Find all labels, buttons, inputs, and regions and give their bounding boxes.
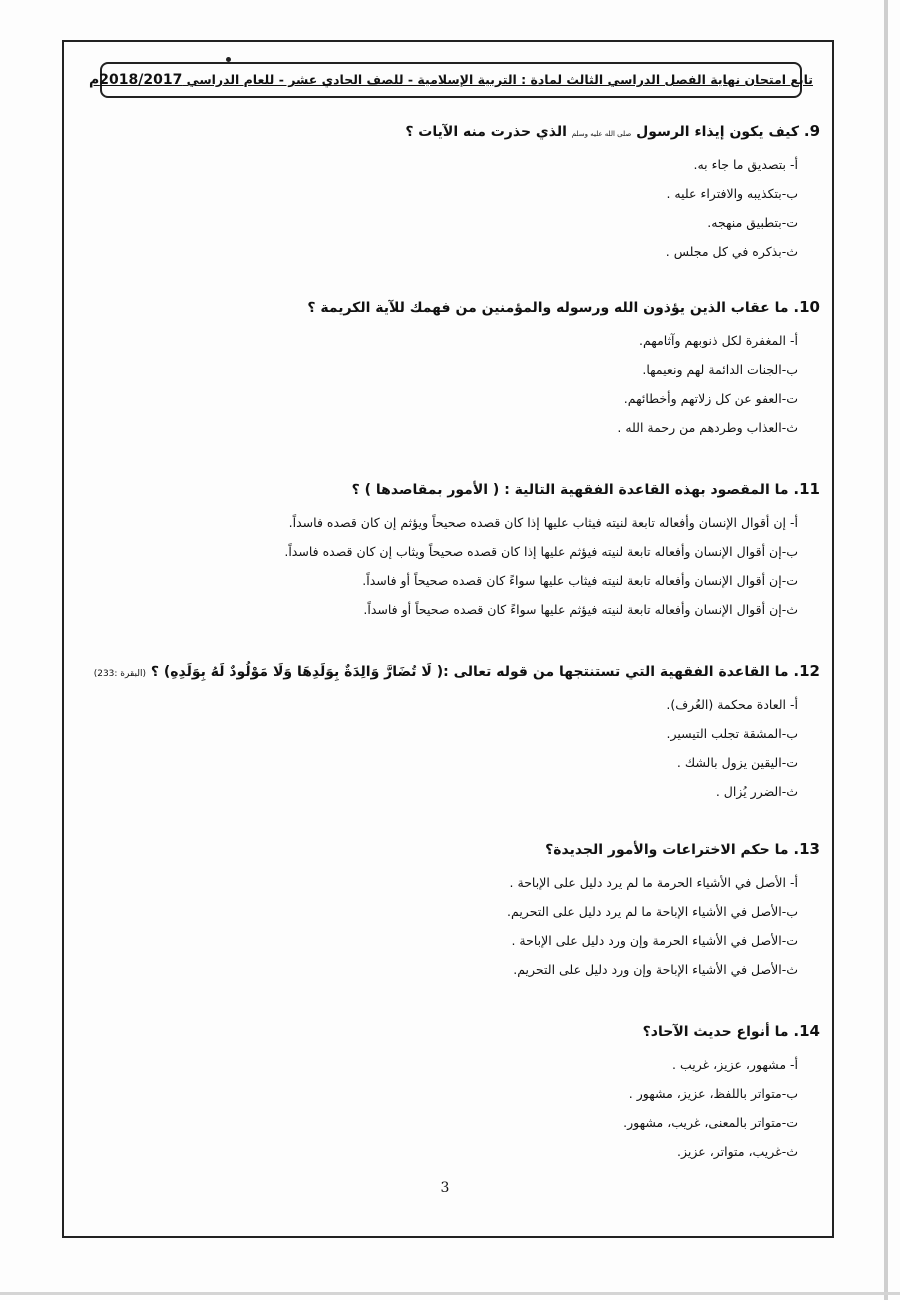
option-b: ب-متواتر باللفظ، عزيز، مشهور .	[628, 1086, 798, 1101]
page-number: 3	[440, 1180, 450, 1196]
question-title	[120, 840, 820, 858]
option-t: ت-اليقين يزول بالشك .	[676, 755, 798, 770]
question-text: ما أنواع حديث الآحاد؟	[642, 1024, 789, 1040]
question-text: ما القاعدة الفقهية التي تستنتجها من قوله تعالى :( لَا تُضَارَّ وَالِدَةٌ بِوَلَدِهَا وَلَا مَوْلُودٌ لَهُ بِوَلَدِهِ) ؟	[150, 664, 789, 680]
options-list	[60, 690, 820, 806]
question-11	[120, 480, 820, 624]
question-10	[120, 298, 820, 442]
option-th: ث-العذاب وطردهم من رحمة الله .	[617, 420, 798, 435]
question-honorific: صلى الله عليه وسلم	[571, 130, 632, 138]
option-t: ت-العفو عن كل زلاتهم وأخطائهم.	[623, 391, 798, 406]
exam-header	[89, 62, 813, 98]
question-13	[120, 840, 820, 984]
question-9	[120, 122, 820, 266]
question-12	[60, 662, 820, 806]
question-number: 9.	[803, 122, 820, 140]
options-list	[120, 150, 820, 266]
option-a: أ- مشهور، عزيز، غريب .	[672, 1057, 798, 1072]
question-14	[120, 1022, 820, 1166]
option-t: ت-بتطبيق منهجه.	[707, 215, 798, 230]
option-a: أ- بتصديق ما جاء به.	[693, 157, 798, 172]
exam-header-prefix: تابع امتحان نهاية الفصل الدراسي الثالث لمادة : التربية الإسلامية - للصف الحادي عشر - للعام الدراسي	[182, 72, 813, 87]
exam-header-text	[89, 72, 813, 88]
exam-header-year: 2018/2017م	[89, 72, 183, 88]
option-b: ب-إن أقوال الإنسان وأفعاله تابعة لنيته فيؤثم عليها إذا كان قصده صحيحاً ويثاب إن كان قصده فاسداً.	[284, 544, 798, 559]
option-th: ث-الأصل في الأشياء الإباحة وإن ورد دليل على التحريم.	[513, 962, 798, 977]
option-th: ث-الضرر يُزال .	[715, 784, 798, 799]
quran-reference: (البقرة :233)	[93, 669, 147, 679]
question-title	[120, 1022, 820, 1040]
page-edge-shadow	[884, 0, 888, 1300]
option-t: ت-الأصل في الأشياء الحرمة وإن ورد دليل على الإباحة .	[511, 933, 798, 948]
option-a: أ- إن أقوال الإنسان وأفعاله تابعة لنيته فيثاب عليها إذا كان قصده صحيحاً ويؤثم إن كان قصده فاسداً.	[288, 515, 798, 530]
page-edge-shadow-bottom	[0, 1292, 900, 1295]
question-number: 13.	[793, 840, 820, 858]
option-b: ب-بتكذيبه والافتراء عليه .	[666, 186, 798, 201]
options-list	[120, 1050, 820, 1166]
question-title	[120, 480, 820, 498]
option-b: ب-المشقة تجلب التيسير.	[666, 726, 798, 741]
question-text: ما المقصود بهذه القاعدة الفقهية التالية : ( الأمور بمقاصدها ) ؟	[351, 482, 789, 498]
question-number: 10.	[793, 298, 820, 316]
question-number: 12.	[793, 662, 820, 680]
options-list	[120, 508, 820, 624]
option-th: ث-إن أقوال الإنسان وأفعاله تابعة لنيته فيؤثم عليها سواءً كان قصده صحيحاً أو فاسداً.	[363, 602, 798, 617]
question-title	[120, 122, 820, 140]
option-a: أ- الأصل في الأشياء الحرمة ما لم يرد دليل على الإباحة .	[509, 875, 798, 890]
option-b: ب-الجنات الدائمة لهم ونعيمها.	[642, 362, 798, 377]
option-th: ث-بذكره في كل مجلس .	[665, 244, 798, 259]
option-t: ت-إن أقوال الإنسان وأفعاله تابعة لنيته فيثاب عليها سواءً كان قصده صحيحاً أو فاسداً.	[362, 573, 798, 588]
options-list	[120, 868, 820, 984]
question-text-continued: الذي حذرت منه الآيات ؟	[405, 124, 567, 140]
question-title	[120, 298, 820, 316]
question-text: ما حكم الاختراعات والأمور الجديدة؟	[545, 842, 789, 858]
option-a: أ- المغفرة لكل ذنوبهم وآثامهم.	[639, 333, 798, 348]
question-title	[60, 662, 820, 680]
option-b: ب-الأصل في الأشياء الإباحة ما لم يرد دليل على التحريم.	[507, 904, 798, 919]
question-text: ما عقاب الذين يؤذون الله ورسوله والمؤمنين من فهمك للآية الكريمة ؟	[307, 300, 789, 316]
option-th: ث-غريب، متواتر، عزيز.	[677, 1144, 798, 1159]
options-list	[120, 326, 820, 442]
question-number: 14.	[793, 1022, 820, 1040]
option-a: أ- العادة محكمة (العُرف).	[666, 697, 798, 712]
question-text: كيف يكون إيذاء الرسول	[636, 124, 799, 140]
option-t: ت-متواتر بالمعنى، غريب، مشهور.	[623, 1115, 798, 1130]
question-number: 11.	[793, 480, 820, 498]
